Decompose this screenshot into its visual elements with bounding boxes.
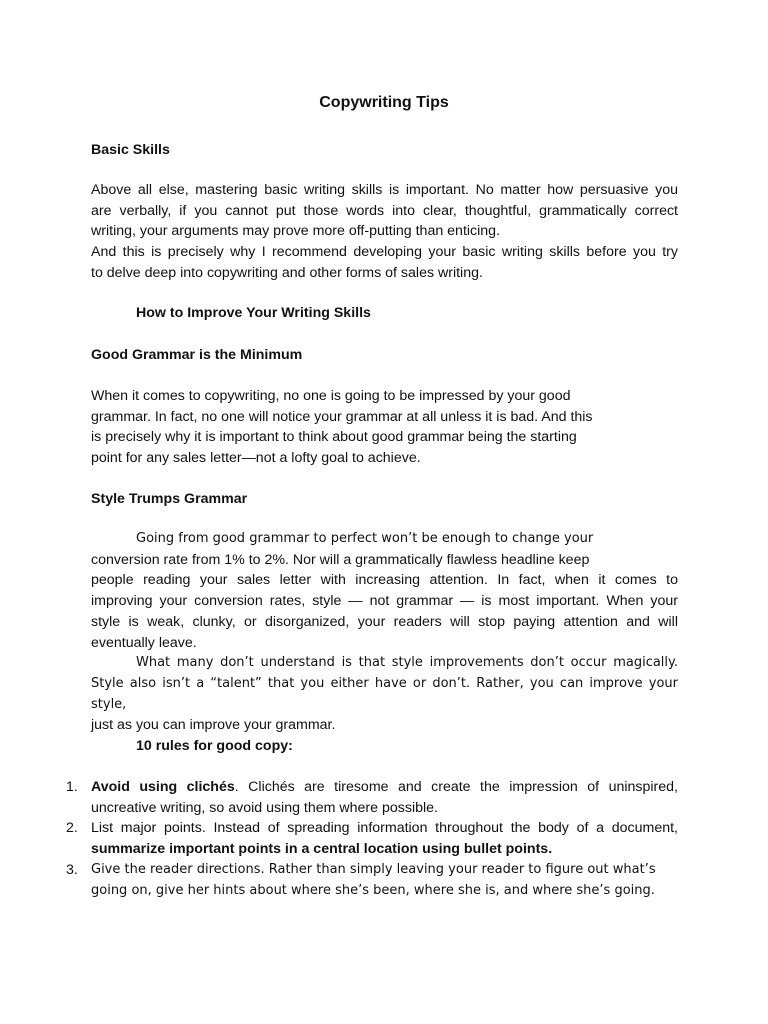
text-line: are verbally, if you cannot put those words into clear, thoughtful, grammatically correct: [91, 202, 678, 219]
text-line: [91, 777, 678, 798]
list-number: 3.: [66, 861, 78, 878]
text-line: Going from good grammar to perfect won’t be enough to change your: [136, 531, 594, 546]
text-line: grammar. In fact, no one will notice your grammar at all unless it is bad. And this: [91, 408, 593, 425]
text-line: style is weak, clunky, or disorganized, your readers will stop paying attention and will: [91, 613, 678, 630]
text-line: eventually leave.: [91, 634, 197, 651]
section-heading-basic-skills: Basic Skills: [91, 142, 170, 158]
paragraph-style: [91, 529, 678, 736]
text-line: Give the reader directions. Rather than simply leaving your reader to figure out what’s: [91, 861, 656, 877]
page-title: Copywriting Tips: [319, 94, 449, 111]
text-line: And this is precisely why I recommend developing your basic writing skills before you try: [91, 244, 678, 261]
text-line: Style also isn’t a “talent” that you either have or don’t. Rather, you can improve your style,: [91, 675, 678, 712]
text-line: is precisely why it is important to think about good grammar being the starting: [91, 429, 577, 446]
section-heading-improve: How to Improve Your Writing Skills: [136, 305, 371, 321]
paragraph-basic-skills: [91, 180, 678, 284]
text-line: going on, give her hints about where she’s been, where she is, and where she’s going.: [91, 882, 655, 898]
list-number: 1.: [66, 779, 78, 795]
text-line: just as you can improve your grammar.: [91, 717, 336, 734]
text-line: uncreative writing, so avoid using them where possible.: [91, 799, 438, 816]
text-run: . Clichés are tiresome and create the impression of uninspired,: [234, 779, 678, 795]
text-line: When it comes to copywriting, no one is going to be impressed by your good: [91, 388, 571, 404]
list-item: [66, 860, 678, 901]
list-item: [66, 777, 678, 818]
section-heading-good-grammar: Good Grammar is the Minimum: [91, 347, 303, 363]
text-line: What many don’t understand is that style improvements don’t occur magically.: [136, 655, 678, 671]
bold-lead: Avoid using clichés: [91, 779, 235, 795]
text-line: writing, your arguments may prove more off-putting than enticing.: [91, 223, 501, 240]
paragraph-good-grammar: [91, 386, 678, 469]
text-line: to delve deep into copywriting and other forms of sales writing.: [91, 264, 483, 281]
list-item: [66, 818, 678, 859]
text-line: List major points. Instead of spreading information throughout the body of a document,: [91, 820, 678, 837]
section-heading-rules: 10 rules for good copy:: [136, 738, 293, 754]
text-line: people reading your sales letter with increasing attention. In fact, when it comes to: [91, 572, 678, 589]
text-line: conversion rate from 1% to 2%. Nor will a grammatically flawless headline keep: [91, 551, 590, 568]
text-line: [91, 839, 678, 860]
section-heading-style: Style Trumps Grammar: [91, 491, 248, 507]
list-number: 2.: [66, 820, 78, 837]
text-line: point for any sales letter—not a lofty goal to achieve.: [91, 450, 421, 467]
text-line: Above all else, mastering basic writing skills is important. No matter how persuasive you: [91, 182, 678, 198]
text-line: improving your conversion rates, style — not grammar — is most important. When your: [91, 593, 678, 610]
rules-list: [66, 777, 678, 901]
bold-text: summarize important points in a central location using bullet points.: [91, 841, 553, 858]
